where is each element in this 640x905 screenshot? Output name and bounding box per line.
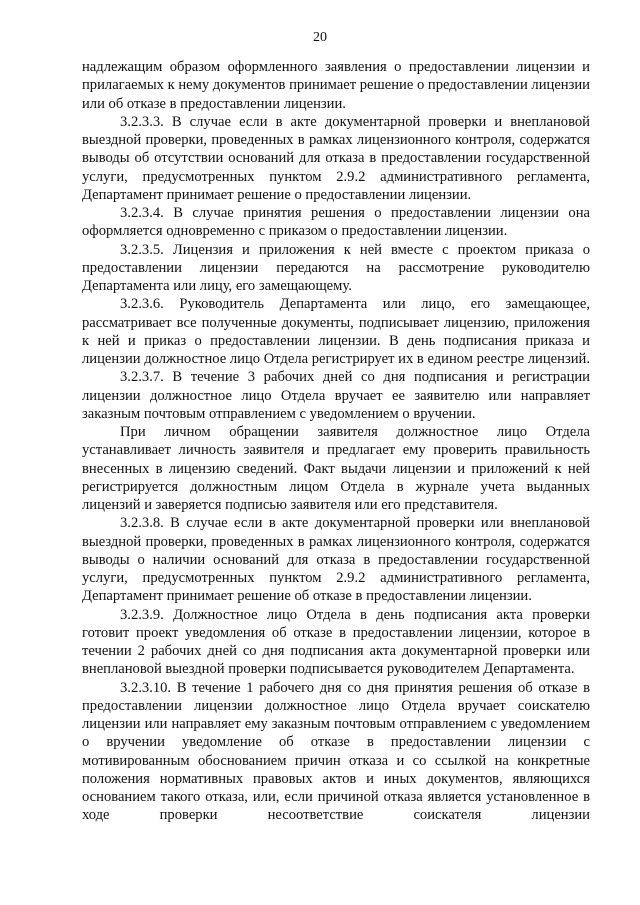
paragraph-3-2-3-9: 3.2.3.9. Должностное лицо Отдела в день подписания акта проверки готовит проект уведомления об отказе в предоставлении лицензии, которое в течении 2 рабочих дней со дня подписания акта документарной проверки или внеплановой выездной проверки подписывается руководителем Департамента. [82, 606, 590, 678]
paragraph-3-2-3-6: 3.2.3.6. Руководитель Департамента или лицо, его замещающее, рассматривает все полученные документы, подписывает лицензию, приложения к ней и приказ о предоставлении лицензии. В день подписания приказа и лицензии должностное лицо Отдела регистрирует их в едином реестре лицензий. [82, 296, 590, 367]
paragraph-personal-visit: При личном обращении заявителя должностное лицо Отдела устанавливает личность заявителя и предлагает ему проверить правильность внесенных в лицензию сведений. Факт выдачи лицензии и приложений к ней регистрируется должностным лицом Отдела в журнале учета выданных лицензий и заверяется подписью заявителя или его представителя. [82, 424, 590, 513]
paragraph-3-2-3-3: 3.2.3.3. В случае если в акте документарной проверки и внеплановой выездной проверки, проведенных в рамках лицензионного контроля, содержатся выводы об отсутствии оснований для отказа в предоставлении государственной услуги, предусмотренных пунктом 2.9.2 административного регламента, Департамент принимает решение о предоставлении лицензии. [82, 113, 590, 203]
page-number: 20 [313, 30, 327, 45]
paragraph-3-2-3-4: 3.2.3.4. В случае принятия решения о предоставлении лицензии она оформляется одновременно с приказом о предоставлении лицензии. [82, 205, 590, 240]
paragraph-3-2-3-7: 3.2.3.7. В течение 3 рабочих дней со дня подписания и регистрации лицензии должностное лицо Отдела вручает ее заявителю или направляет заказным почтовым отправлением с уведомлением о вручении. [82, 369, 590, 422]
paragraph-3-2-3-8: 3.2.3.8. В случае если в акте документарной проверки или внеплановой выездной проверки, проведенных в рамках лицензионного контроля, содержатся выводы о наличии оснований для отказа в предоставлении государственной услуги, предусмотренных пунктом 2.9.2 административного регламента, Департамент принимает решение об отказе в предоставлении лицензии. [82, 515, 590, 605]
document-body [82, 58, 590, 825]
paragraph-continuation: надлежащим образом оформленного заявления о предоставлении лицензии и прилагаемых к нему документов принимает решение о предоставлении лицензии или об отказе в предоставлении лицензии. [82, 59, 590, 112]
paragraph-3-2-3-5: 3.2.3.5. Лицензия и приложения к ней вместе с проектом приказа о предоставлении лицензии передаются на рассмотрение руководителю Департамента или лицу, его замещающему. [82, 241, 590, 294]
paragraph-3-2-3-10: 3.2.3.10. В течение 1 рабочего дня со дня принятия решения об отказе в предоставлении лицензии должностное лицо Отдела вручает соискателю лицензии или направляет ему заказным почтовым отправлением с уведомлением о вручении уведомление об отказе в предоставлении лицензии с мотивированным обоснованием причин отказа и со ссылкой на конкретные положения нормативных правовых актов и иных документов, являющихся основанием такого отказа, или, если причиной отказа является установленное в ходе проверки несоответствие соискателя лицензии [82, 679, 590, 824]
